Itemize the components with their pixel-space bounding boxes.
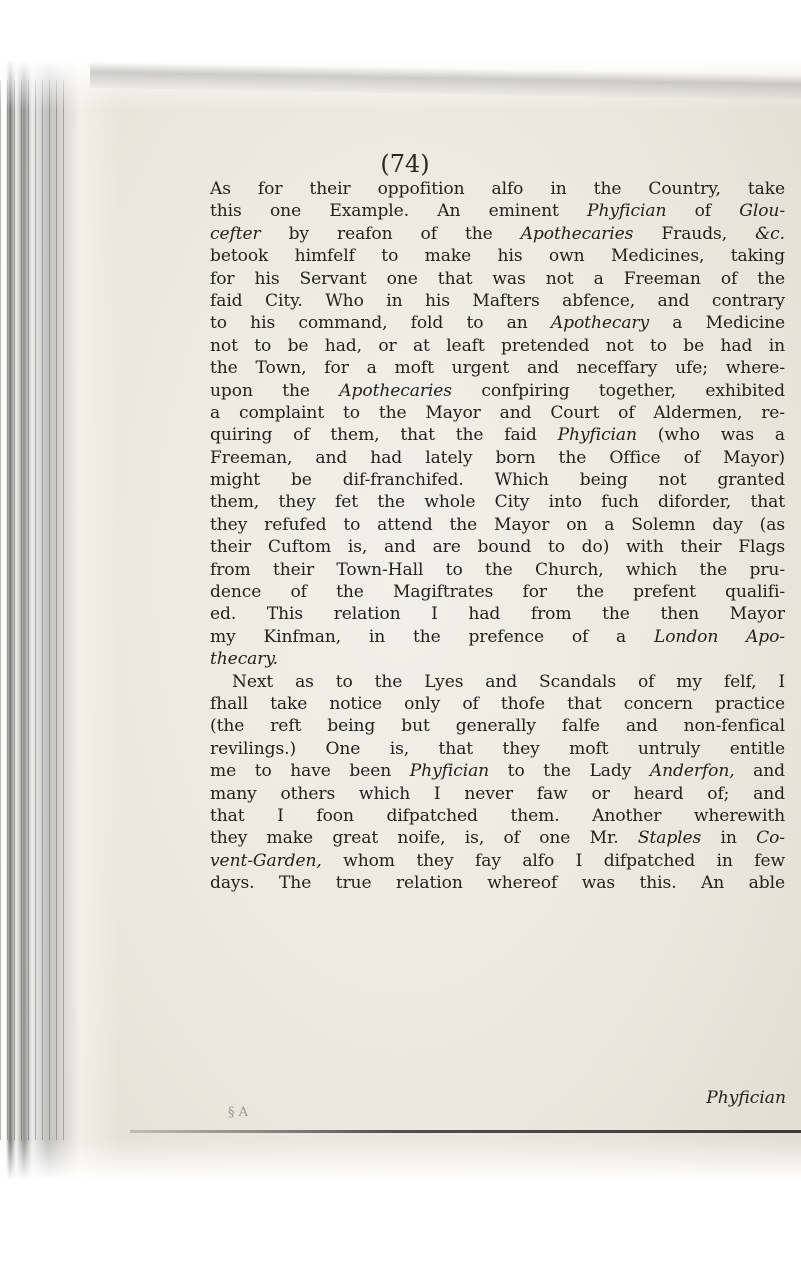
text-segment: them, they fet the whole City into fuch diforder, that [210, 492, 785, 513]
bottom-margin [0, 1140, 801, 1261]
italic-text: Apothecaries [339, 380, 452, 401]
text-segment: they make great noife, is, of one Mr. [210, 828, 638, 849]
binding-edge [0, 80, 70, 1140]
text-line [210, 357, 785, 379]
text-segment: Freeman, and had lately born the Office of Mayor) [210, 447, 785, 468]
text-line [210, 850, 785, 872]
page-number: (74) [380, 150, 430, 178]
text-line [210, 424, 785, 446]
italic-text: London Apo- [653, 626, 785, 647]
text-segment: upon the [210, 380, 340, 401]
text-segment: not to be had, or at leaft pretended not to be had in [210, 335, 785, 356]
text-segment: faid City. Who in his Mafters abfence, and contrary [210, 290, 785, 311]
text-segment: fhall take notice only of thofe that concern practice [210, 693, 785, 714]
text-segment: (who was a [636, 425, 785, 446]
text-segment: from their Town-Hall to the Church, which the pru- [210, 559, 785, 580]
text-segment: of [666, 201, 740, 222]
italic-text: Co- [756, 828, 785, 849]
text-segment: many others which I never faw or heard of; and [210, 783, 785, 804]
catchword: Phyfician [706, 1088, 786, 1108]
text-segment: ed. This relation I had from the then Mayor [210, 604, 785, 625]
text-segment: As for their oppofition alfo in the Country, take [210, 179, 785, 199]
text-segment: a complaint to the Mayor and Court of Aldermen, re- [210, 402, 785, 423]
text-line [210, 626, 785, 648]
italic-text: Phyfician [409, 761, 490, 782]
italic-text: Staples [637, 828, 702, 849]
text-segment: my Kinfman, in the prefence of a [210, 626, 654, 647]
text-line [210, 245, 785, 267]
signature-mark: § A [228, 1105, 249, 1120]
text-segment: by reafon of the [260, 223, 521, 244]
italic-text: cefter [210, 223, 261, 244]
text-segment: a Medicine [649, 313, 785, 334]
italic-text: Phyfician [587, 201, 667, 222]
text-segment: Next as to the Lyes and Scandals of my felf, I [232, 671, 785, 692]
italic-text: Anderfon, [649, 761, 735, 782]
text-segment: their Cuftom is, and are bound to do) with their Flags [210, 537, 785, 558]
text-segment: me to have been [210, 761, 410, 782]
text-segment: this one Example. An eminent [210, 201, 588, 222]
italic-text: Apothecaries [520, 223, 634, 244]
text-line [210, 805, 785, 827]
text-segment: confpiring together, exhibited [451, 380, 785, 401]
text-line [210, 827, 785, 849]
text-segment: for his Servant one that was not a Freeman of the [210, 268, 785, 289]
text-segment: Frauds, [633, 223, 756, 244]
text-line [210, 760, 785, 782]
body-text [210, 178, 785, 895]
text-line [210, 603, 785, 625]
text-line [210, 738, 785, 760]
text-line [210, 402, 785, 424]
italic-text: thecary. [210, 649, 278, 670]
bottom-page-edge [130, 1130, 801, 1133]
text-line [210, 581, 785, 603]
text-line [210, 469, 785, 491]
text-segment: and [734, 761, 786, 782]
text-segment: whom they fay alfo I difpatched in few [321, 850, 785, 871]
text-line [210, 178, 785, 200]
text-line [210, 648, 785, 670]
text-segment: might be dif-franchifed. Which being not granted [210, 470, 785, 491]
text-segment: to the Lady [489, 761, 650, 782]
text-segment: betook himfelf to make his own Medicines, taking [210, 246, 785, 267]
text-line [210, 715, 785, 737]
text-line [210, 491, 785, 513]
text-line [210, 693, 785, 715]
italic-text: &c. [755, 223, 785, 244]
italic-text: vent-Garden, [210, 850, 322, 871]
text-line [210, 335, 785, 357]
text-segment: that I foon difpatched them. Another wherewith [210, 805, 785, 826]
italic-text: Glou- [739, 201, 785, 222]
text-line [210, 783, 785, 805]
text-segment: (the reft being but generally falfe and non-fenfical [210, 716, 785, 737]
text-line [210, 268, 785, 290]
text-segment: the Town, for a moft urgent and neceffary ufe; where- [210, 358, 785, 379]
text-line [210, 671, 785, 693]
text-segment: quiring of them, that the faid [210, 425, 558, 446]
italic-text: Phyfician [557, 425, 637, 446]
text-segment: dence of the Magiftrates for the prefent qualifi- [210, 582, 785, 603]
text-segment: days. The true relation whereof was this. An able [210, 873, 785, 894]
text-line [210, 380, 785, 402]
text-line [210, 447, 785, 469]
text-segment: they refufed to attend the Mayor on a Solemn day (as [210, 514, 785, 535]
text-line [210, 200, 785, 222]
text-line [210, 312, 785, 334]
text-segment: in [701, 828, 757, 849]
text-line [210, 514, 785, 536]
text-line [210, 872, 785, 894]
text-line [210, 290, 785, 312]
italic-text: Apothecary [550, 313, 650, 334]
text-line [210, 536, 785, 558]
text-segment: revilings.) One is, that they moft untruly entitle [210, 738, 785, 759]
text-line [210, 223, 785, 245]
text-segment: to his command, fold to an [210, 313, 551, 334]
text-line [210, 559, 785, 581]
